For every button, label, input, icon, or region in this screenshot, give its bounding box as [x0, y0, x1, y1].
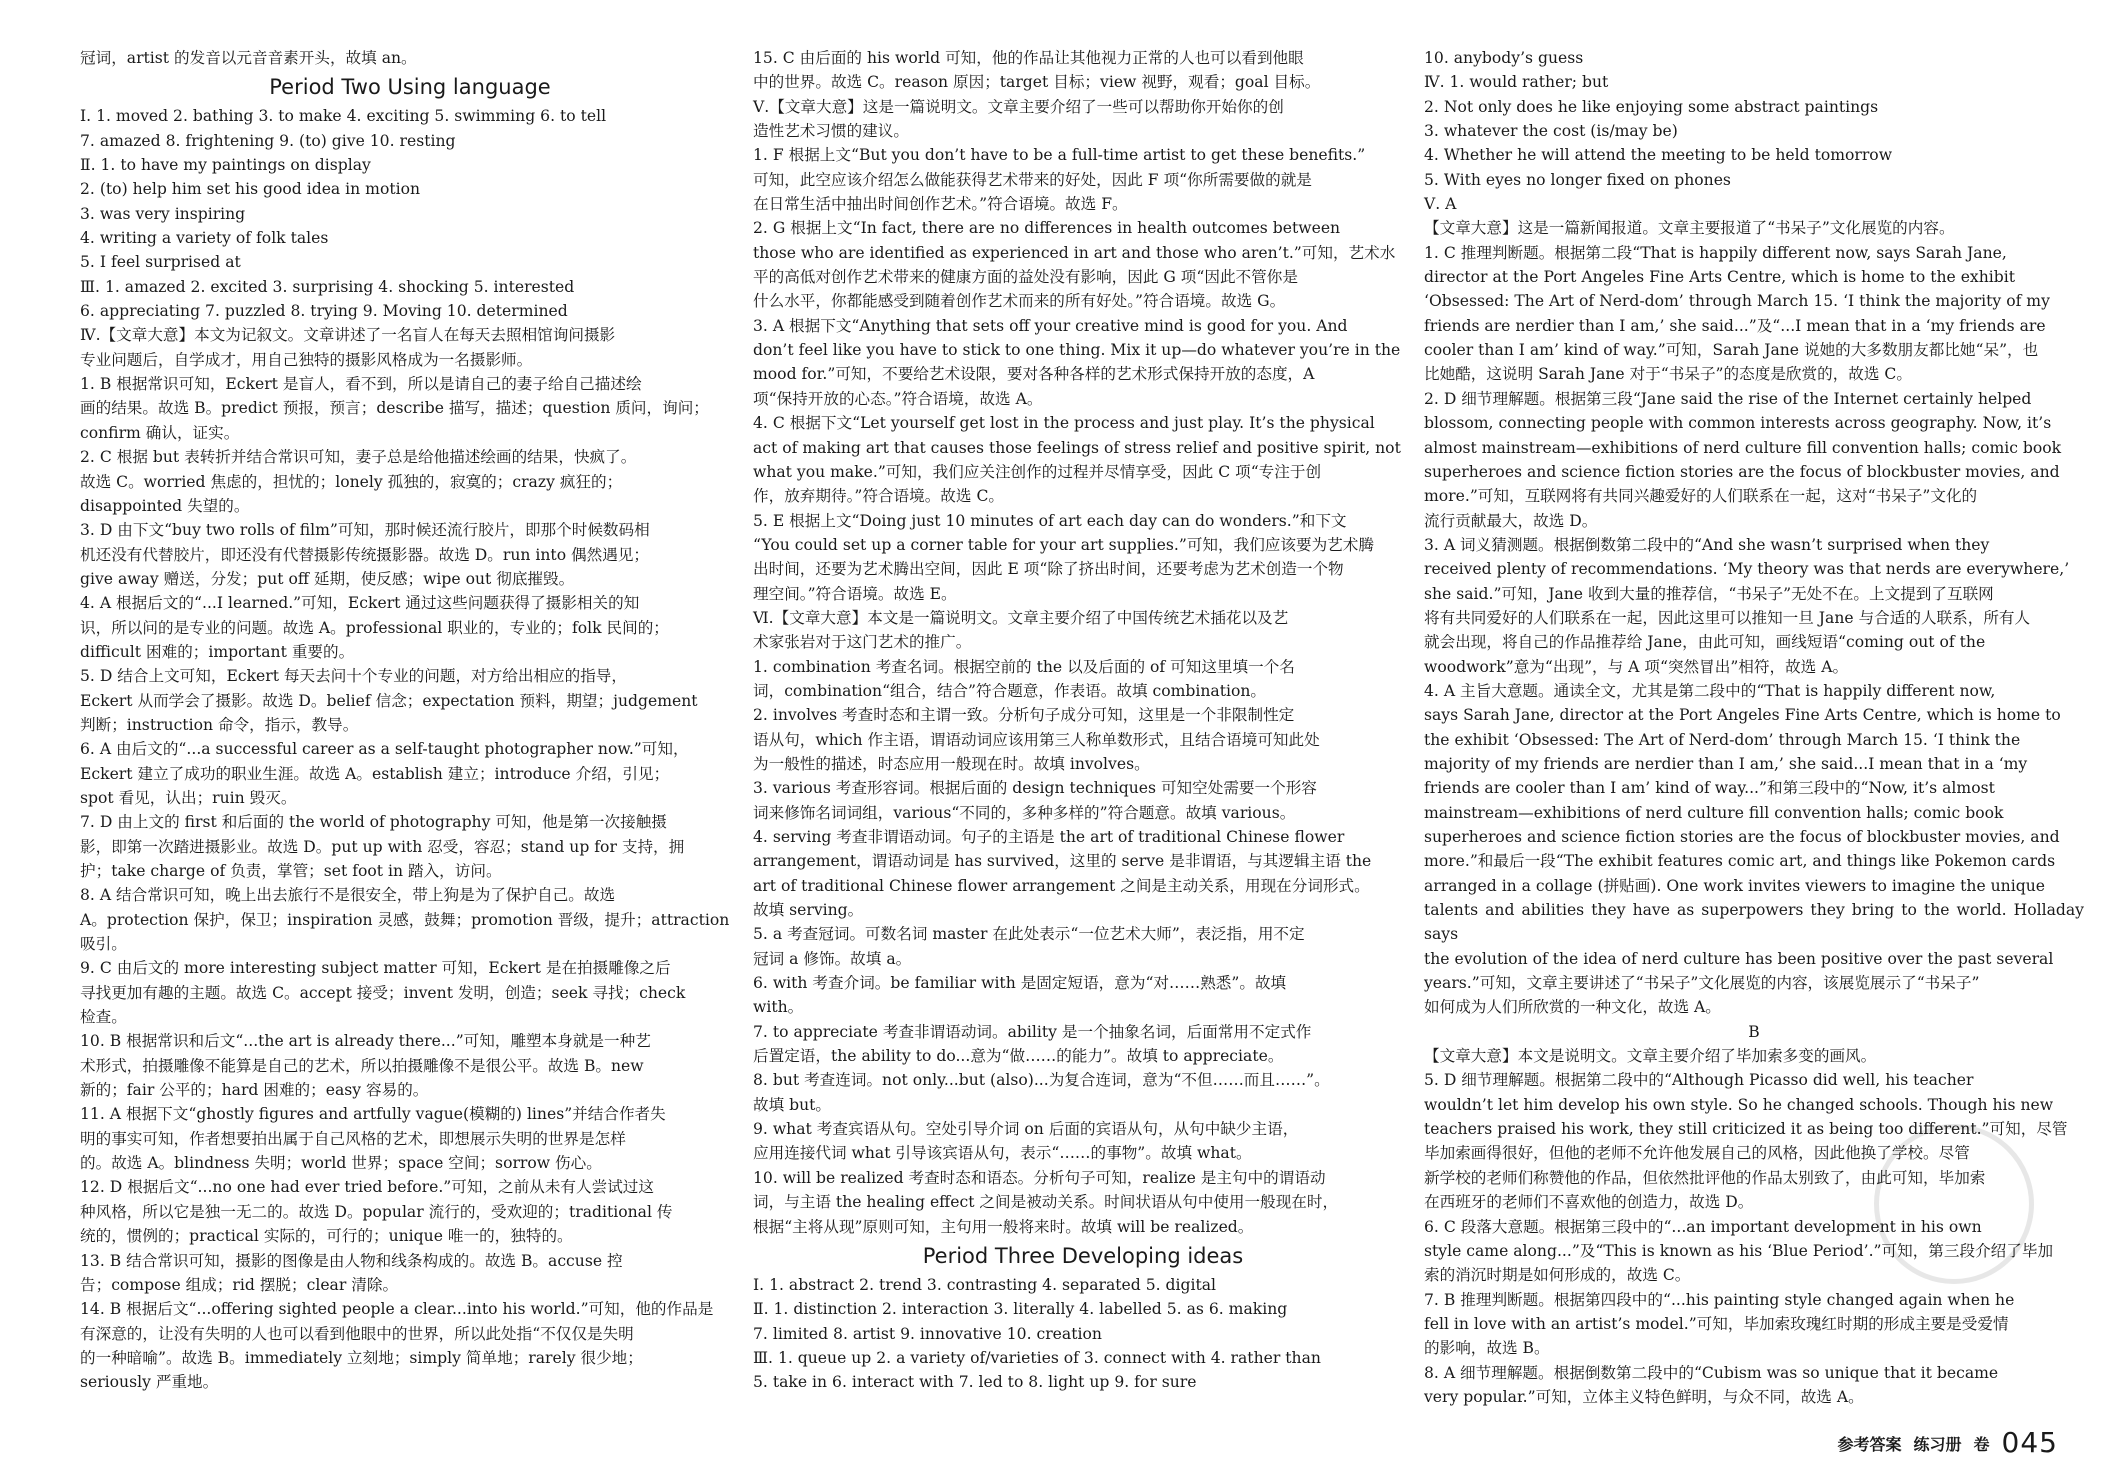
- text-line: 判断；instruction 命令，指示，教导。: [80, 715, 359, 734]
- text-line: 7. to appreciate 考查非谓语动词。ability 是一个抽象名词，后面常用不定式作: [753, 1022, 1312, 1041]
- text-line: years.”可知，文章主要讲述了“书呆子”文化展览的内容，该展览展示了“书呆子”: [1424, 974, 1980, 993]
- text-line: 影，即第一次踏进摄影业。故选 D。put up with 忍受，容忍；stand up for 支持，拥: [80, 837, 685, 856]
- text-line: 造性艺术习惯的建议。: [753, 122, 909, 141]
- section-heading: Period Two Using language: [269, 75, 551, 100]
- text-line: 13. B 结合常识可知，摄影的图像是由人物和线条构成的。故选 B。accuse 控: [80, 1251, 623, 1270]
- text-line: says Sarah Jane, director at the Port Angeles Fine Arts Centre, which is home to: [1424, 706, 2061, 725]
- text-line: 护；take charge of 负责，掌管；set foot in 踏入，访问。: [80, 862, 502, 880]
- text-line: 为一般性的描述，时态应用一般现在时。故填 involves。: [753, 754, 1150, 773]
- column-left: [80, 46, 740, 1395]
- text-line: 【文章大意】本文是说明文。文章主要介绍了毕加索多变的画风。: [1424, 1047, 1877, 1066]
- text-line: 6. A 由后文的“...a successful career as a self-taught photographer now.”可知，: [80, 740, 689, 759]
- text-line: cooler than I am’ kind of way.”可知，Sarah Jane 说她的大多数朋友都比她“呆”，也: [1424, 341, 2039, 360]
- text-line: 术家张岩对于这门艺术的推广。: [753, 633, 972, 652]
- text-line: confirm 确认，证实。: [80, 423, 240, 442]
- text-line: 故填 but。: [753, 1095, 832, 1114]
- text-line: Ⅰ. 1. moved 2. bathing 3. to make 4. exciting 5. swimming 6. to tell: [80, 107, 607, 126]
- text-line: 2. D 细节理解题。根据第三段“Jane said the rise of the Internet certainly helped: [1424, 389, 2032, 408]
- text-line: 7. limited 8. artist 9. innovative 10. creation: [753, 1324, 1102, 1343]
- text-line: Ⅲ. 1. queue up 2. a variety of/varieties of 3. connect with 4. rather than: [753, 1348, 1321, 1367]
- text-line: 4. writing a variety of folk tales: [80, 229, 329, 248]
- text-line: 9. C 由后文的 more interesting subject matter 可知，Eckert 是在拍摄雕像之后: [80, 959, 671, 978]
- text-line: 应用连接代词 what 引导该宾语从句，表示“……的事物”。故填 what。: [753, 1144, 1252, 1163]
- text-line: Ⅴ. A: [1424, 195, 1457, 214]
- text-line: Ⅱ. 1. distinction 2. interaction 3. literally 4. labelled 5. as 6. making: [753, 1300, 1288, 1319]
- text-line: mainstream—exhibitions of nerd culture fill convention halls; comic book: [1424, 803, 2004, 822]
- text-line: Ⅳ. 1. would rather; but: [1424, 73, 1609, 92]
- text-line: 4. A 根据后文的“...I learned.”可知，Eckert 通过这些问题获得了摄影相关的知: [80, 594, 640, 613]
- text-line: almost mainstream—exhibitions of nerd culture fill convention halls; comic book: [1424, 438, 2062, 457]
- text-line: 【文章大意】这是一篇新闻报道。文章主要报道了“书呆子”文化展览的内容。: [1424, 219, 1955, 238]
- text-line: give away 赠送，分发；put off 延期，使反感；wipe out 彻底摧毁。: [80, 569, 575, 588]
- text-line: ‘Obsessed: The Art of Nerd-dom’ through March 15. ‘I think the majority of my: [1424, 292, 2050, 311]
- text-line: Ⅱ. 1. to have my paintings on display: [80, 156, 371, 175]
- text-line: 种风格，所以它是独一无二的。故选 D。popular 流行的，受欢迎的；traditional 传: [80, 1202, 673, 1221]
- text-line: 有深意的，让没有失明的人也可以看到他眼中的世界，所以此处指“不仅仅是失明: [80, 1324, 634, 1343]
- text-line: seriously 严重地。: [80, 1373, 219, 1392]
- footer-workbook-label: 练习册: [1913, 1435, 1962, 1454]
- text-line: spot 看见，认出；ruin 毁灭。: [80, 788, 297, 807]
- text-line: 12. D 根据后文“...no one had ever tried before.”可知，之前从未有人尝试过这: [80, 1178, 654, 1197]
- text-line: 新的；fair 公平的；hard 困难的；easy 容易的。: [80, 1081, 429, 1100]
- text-line: 15. C 由后面的 his world 可知，他的作品让其他视力正常的人也可以看到他眼: [753, 49, 1304, 67]
- text-line: arranged in a collage (拼贴画). One work invites viewers to imagine the unique: [1424, 876, 2045, 895]
- text-line: 词来修饰名词词组，various“不同的，多种多样的”符合题意。故填 various。: [753, 803, 1296, 822]
- text-line: 画的结果。故选 B。predict 预报，预言；describe 描写，描述；question 质问，询问；: [80, 399, 709, 418]
- text-line: act of making art that causes those feelings of stress relief and positive spirit, not: [753, 438, 1401, 457]
- text-line: Eckert 从而学会了摄影。故选 D。belief 信念；expectation 预料，期望；judgement: [80, 691, 698, 710]
- text-line: 8. A 结合常识可知，晚上出去旅行不是很安全，带上狗是为了保护自己。故选: [80, 886, 616, 905]
- footer-volume-label: 卷: [1973, 1435, 1990, 1454]
- text-line: 在日常生活中抽出时间创作艺术。”符合语境。故选 F。: [753, 195, 1128, 214]
- text-line: disappointed 失望的。: [80, 496, 250, 515]
- text-line: with。: [753, 998, 804, 1017]
- text-line: 冠词，artist 的发音以元音音素开头，故填 an。: [80, 49, 417, 67]
- text-line: 1. combination 考查名词。根据空前的 the 以及后面的 of 可知这里填一个名: [753, 657, 1295, 676]
- text-line: the exhibit ‘Obsessed: The Art of Nerd-dom’ through March 15. ‘I think the: [1424, 730, 2021, 749]
- column-right: [1424, 46, 2084, 1409]
- text-line: 2. C 根据 but 表转折并结合常识可知，妻子总是给他描述绘画的结果，快疯了。: [80, 448, 637, 467]
- text-line: don’t feel like you have to stick to one thing. Mix it up—do whatever you’re in the: [753, 341, 1401, 360]
- text-line: 中的世界。故选 C。reason 原因；target 目标；view 视野，观看；goal 目标。: [753, 73, 1321, 92]
- text-line: 3. whatever the cost (is/may be): [1424, 122, 1678, 141]
- text-line: 出时间，还要为艺术腾出空间，因此 E 项“除了挤出时间，还要考虑为艺术创造一个物: [753, 560, 1344, 579]
- text-line: 在西班牙的老师们不喜欢他的创造力，故选 D。: [1424, 1193, 1754, 1212]
- text-line: “You could set up a corner table for your art supplies.”可知，我们应该要为艺术腾: [753, 535, 1374, 554]
- text-line: those who are identified as experienced in art and those who aren’t.”可知，艺术水: [753, 243, 1396, 262]
- text-line: 告；compose 组成；rid 摆脱；clear 清除。: [80, 1275, 399, 1294]
- text-line: 如何成为人们所欣赏的一种文化，故选 A。: [1424, 998, 1721, 1017]
- text-line: fell in love with an artist’s model.”可知，毕加索玫瑰红时期的形成主要是受爱情: [1424, 1314, 2009, 1333]
- section-heading: Period Three Developing ideas: [922, 1243, 1244, 1268]
- text-line: 10. B 根据常识和后文“...the art is already there...”可知，雕塑本身就是一种艺: [80, 1032, 651, 1051]
- text-line: 1. F 根据上文“But you don’t have to be a full-time artist to get these benefits.”: [753, 146, 1366, 165]
- text-line: director at the Port Angeles Fine Arts Centre, which is home to the exhibit: [1424, 268, 2015, 287]
- text-line: style came along...”及“This is known as his ‘Blue Period’.”可知，第三段介绍了毕加: [1424, 1241, 2054, 1260]
- text-line: 流行贡献最大，故选 D。: [1424, 511, 1598, 530]
- text-line: 1. C 推理判断题。根据第二段“That is happily different now, says Sarah Jane,: [1424, 243, 2007, 262]
- text-line: talents and abilities they have as superpowers they bring to the world. Holladay says: [1424, 901, 2084, 944]
- text-line: Ⅰ. 1. abstract 2. trend 3. contrasting 4. separated 5. digital: [753, 1275, 1217, 1294]
- text-line: 5. E 根据上文“Doing just 10 minutes of art each day can do wonders.”和下文: [753, 511, 1347, 530]
- text-line: 6. appreciating 7. puzzled 8. trying 9. Moving 10. determined: [80, 302, 568, 321]
- text-line: 5. D 细节理解题。根据第二段中的“Although Picasso did well, his teacher: [1424, 1071, 1974, 1090]
- text-line: 统的，惯例的；practical 实际的，可行的；unique 唯一的，独特的。: [80, 1227, 573, 1246]
- text-line: Eckert 建立了成功的职业生涯。故选 A。establish 建立；introduce 介绍，引见；: [80, 764, 670, 783]
- text-line: 5. With eyes no longer fixed on phones: [1424, 170, 1731, 189]
- text-line: 专业问题后，自学成才，用自己独特的摄影风格成为一名摄影师。: [80, 350, 533, 369]
- text-line: 2. (to) help him set his good idea in motion: [80, 180, 421, 199]
- text-line: 1. B 根据常识可知，Eckert 是盲人，看不到，所以是请自己的妻子给自己描述绘: [80, 375, 642, 394]
- text-line: 故填 serving。: [753, 901, 864, 920]
- text-line: 故选 C。worried 焦虑的，担忧的；lonely 孤独的，寂寞的；crazy 疯狂的；: [80, 472, 623, 491]
- text-line: Ⅲ. 1. amazed 2. excited 3. surprising 4. shocking 5. interested: [80, 277, 575, 296]
- text-line: teachers praised his work, they still criticized it as being too different.”可知，尽管: [1424, 1120, 2068, 1139]
- text-line: mood for.”可知，不要给艺术设限，要对各种各样的艺术形式保持开放的态度，A: [753, 365, 1315, 384]
- text-line: friends are cooler than I am’ kind of way...”和第三段中的“Now, it’s almost: [1424, 779, 1995, 798]
- text-line: 8. but 考查连词。not only...but (also)...为复合连词，意为“不但……而且……”。: [753, 1071, 1330, 1090]
- text-line: 3. was very inspiring: [80, 204, 246, 223]
- text-line: 理空间。”符合语境。故选 E。: [753, 584, 957, 603]
- text-line: 3. A 词义猜测题。根据倒数第二段中的“And she wasn’t surprised when they: [1424, 535, 1990, 554]
- page-number: 045: [2001, 1426, 2058, 1459]
- text-line: 6. with 考查介词。be familiar with 是固定短语，意为“对……熟悉”。故填: [753, 974, 1287, 993]
- text-line: 将有共同爱好的人们联系在一起，因此这里可以推知一旦 Jane 与合适的人联系，所有人: [1424, 608, 2031, 627]
- text-line: 4. serving 考查非谓语动词。句子的主语是 the art of traditional Chinese flower: [753, 828, 1345, 846]
- text-line: 的影响，故选 B。: [1424, 1339, 1550, 1358]
- text-line: 词，与主语 the healing effect 之间是被动关系。时间状语从句中使用一般现在时，: [753, 1193, 1339, 1212]
- text-line: very popular.”可知，立体主义特色鲜明，与众不同，故选 A。: [1424, 1387, 1864, 1406]
- text-line: 什么水平，你都能感受到随着创作艺术而来的所有好处。”符合语境。故选 G。: [753, 292, 1286, 311]
- text-line: 5. take in 6. interact with 7. led to 8. light up 9. for sure: [753, 1373, 1197, 1392]
- text-line: 根据“主将从现”原则可知，主句用一般将来时。故填 will be realized。: [753, 1217, 1254, 1236]
- text-line: 项“保持开放的心态。”符合语境，故选 A。: [753, 389, 1043, 408]
- text-line: 平的高低对创作艺术带来的健康方面的益处没有影响，因此 G 项“因此不管你是: [753, 268, 1298, 287]
- text-line: 后置定语，the ability to do...意为“做……的能力”。故填 to appreciate。: [753, 1047, 1284, 1066]
- text-line: 8. A 细节理解题。根据倒数第二段中的“Cubism was so unique that it became: [1424, 1363, 1999, 1382]
- text-line: 2. G 根据上文“In fact, there are no differences in health outcomes between: [753, 219, 1341, 238]
- text-line: 可知，此空应该介绍怎么做能获得艺术带来的好处，因此 F 项“你所需要做的就是: [753, 170, 1312, 189]
- text-line: B: [1748, 1022, 1760, 1041]
- text-line: 2. involves 考查时态和主谓一致。分析句子成分可知，这里是一个非限制性定: [753, 706, 1295, 725]
- text-line: 作，放弃期待。”符合语境。故选 C。: [753, 487, 1004, 506]
- text-line: 3. A 根据下文“Anything that sets off your creative mind is good for you. And: [753, 316, 1348, 335]
- text-line: what you make.”可知，我们应关注创作的过程并尽情享受，因此 C 项“专注于创: [753, 462, 1322, 481]
- text-line: 3. various 考查形容词。根据后面的 design techniques 可知空处需要一个形容: [753, 779, 1317, 798]
- text-line: superheroes and science fiction stories are the focus of blockbuster movies, and: [1424, 828, 2060, 846]
- footer-answer-label: 参考答案: [1837, 1435, 1902, 1454]
- text-line: 明的事实可知，作者想要拍出属于自己风格的艺术，即想展示失明的世界是怎样: [80, 1129, 626, 1148]
- text-line: more.”和最后一段“The exhibit features comic art, and things like Pokemon cards: [1424, 852, 2056, 871]
- text-line: 2. Not only does he like enjoying some abstract paintings: [1424, 97, 1879, 116]
- text-line: 4. C 根据下文“Let yourself get lost in the process and just play. It’s the physical: [753, 414, 1375, 433]
- text-line: superheroes and science fiction stories are the focus of blockbuster movies, and: [1424, 462, 2060, 481]
- text-line: 机还没有代替胶片，即还没有代替摄影传统摄影器。故选 D。run into 偶然遇见；: [80, 545, 650, 564]
- text-line: she said.”可知，Jane 收到大量的推荐信，“书呆子”无处不在。上文提到了互联网: [1424, 584, 1994, 603]
- text-line: 语从句，which 作主语，谓语动词应该用第三人称单数形式，且结合语境可知此处: [753, 730, 1320, 749]
- text-line: 10. will be realized 考查时态和语态。分析句子可知，realize 是主句中的谓语动: [753, 1168, 1326, 1187]
- text-line: art of traditional Chinese flower arrangement 之间是主动关系，用现在分词形式。: [753, 876, 1370, 895]
- text-line: 就会出现，将自己的作品推荐给 Jane，由此可知，画线短语“coming out of the: [1424, 633, 1986, 652]
- text-line: 4. Whether he will attend the meeting to be held tomorrow: [1424, 146, 1893, 165]
- text-line: arrangement，谓语动词是 has survived，这里的 serve 是非谓语，与其逻辑主语 the: [753, 852, 1372, 871]
- text-line: wouldn’t let him develop his own style. So he changed schools. Though his new: [1424, 1095, 2054, 1114]
- text-line: woodwork”意为“出现”，与 A 项“突然冒出”相符，故选 A。: [1424, 657, 1849, 676]
- text-line: received plenty of recommendations. ‘My theory was that nerds are everywhere,’: [1424, 560, 2070, 579]
- text-line: difficult 困难的；important 重要的。: [80, 642, 355, 661]
- text-line: 索的消沉时期是如何形成的，故选 C。: [1424, 1266, 1691, 1285]
- text-line: 5. a 考查冠词。可数名词 master 在此处表示“一位艺术大师”，表泛指，用不定: [753, 925, 1305, 944]
- text-line: 5. I feel surprised at: [80, 253, 241, 272]
- text-line: 4. A 主旨大意题。通读全文，尤其是第二段中的“That is happily different now,: [1424, 681, 1996, 700]
- text-line: 比她酷，这说明 Sarah Jane 对于“书呆子”的态度是欣赏的，故选 C。: [1424, 365, 1912, 384]
- text-line: 识，所以问的是专业的问题。故选 A。professional 职业的，专业的；folk 民间的；: [80, 618, 669, 637]
- text-line: Ⅳ.【文章大意】本文为记叙文。文章讲述了一名盲人在每天去照相馆询问摄影: [80, 326, 616, 345]
- text-line: 10. anybody’s guess: [1424, 49, 1584, 67]
- text-line: 检查。: [80, 1008, 127, 1027]
- column-middle: [753, 46, 1413, 1395]
- text-line: 术形式，拍摄雕像不能算是自己的艺术，所以拍摄雕像不是很公平。故选 B。new: [80, 1056, 644, 1075]
- text-line: 冠词 a 修饰。故填 a。: [753, 949, 912, 968]
- text-line: 5. D 结合上文可知，Eckert 每天去问十个专业的问题，对方给出相应的指导，: [80, 667, 627, 686]
- text-line: 6. C 段落大意题。根据第三段中的“...an important development in his own: [1424, 1217, 1982, 1236]
- text-line: 毕加索画得很好，但他的老师不允许他发展自己的风格，因此他换了学校。尽管: [1424, 1144, 1970, 1163]
- text-line: friends are nerdier than I am,’ she said...”及“...I mean that in a ‘my friends are: [1424, 316, 2046, 335]
- text-line: Ⅵ.【文章大意】本文是一篇说明文。文章主要介绍了中国传统艺术插花以及艺: [753, 608, 1289, 627]
- text-line: 新学校的老师们称赞他的作品，但依然批评他的作品太别致了，由此可知，毕加索: [1424, 1168, 1986, 1187]
- text-line: the evolution of the idea of nerd culture has been positive over the past several: [1424, 949, 2054, 968]
- text-line: Ⅴ.【文章大意】这是一篇说明文。文章主要介绍了一些可以帮助你开始你的创: [753, 97, 1284, 116]
- text-line: 7. D 由上文的 first 和后面的 the world of photography 可知，他是第一次接触摄: [80, 813, 667, 832]
- text-line: more.”可知，互联网将有共同兴趣爱好的人们联系在一起，这对“书呆子”文化的: [1424, 487, 1978, 506]
- text-line: 7. amazed 8. frightening 9. (to) give 10. resting: [80, 131, 456, 150]
- text-line: 11. A 根据下文“ghostly figures and artfully vague(模糊的) lines”并结合作者失: [80, 1105, 666, 1124]
- page-footer: [1838, 1426, 2059, 1459]
- text-line: 词，combination“组合，结合”符合题意，作表语。故填 combination。: [753, 681, 1266, 700]
- text-line: 吸引。: [80, 935, 127, 954]
- text-line: blossom, connecting people with common interests across geography. Now, it’s: [1424, 414, 2052, 433]
- text-line: 7. B 推理判断题。根据第四段中的“...his painting style changed again when he: [1424, 1290, 2015, 1309]
- text-line: 3. D 由下文“buy two rolls of film”可知，那时候还流行胶片，即那个时候数码相: [80, 521, 650, 540]
- text-line: majority of my friends are nerdier than I am,’ she said...I mean that in a ‘my: [1424, 754, 2028, 773]
- text-line: 的。故选 A。blindness 失明；world 世界；space 空间；sorrow 伤心。: [80, 1154, 602, 1173]
- text-line: 9. what 考查宾语从句。空处引导介词 on 后面的宾语从句，从句中缺少主语，: [753, 1120, 1299, 1139]
- text-line: 的一种暗喻”。故选 B。immediately 立刻地；simply 简单地；rarely 很少地；: [80, 1348, 643, 1367]
- text-line: 寻找更加有趣的主题。故选 C。accept 接受；invent 发明，创造；seek 寻找；check: [80, 983, 686, 1002]
- text-line: A。protection 保护，保卫；inspiration 灵感，鼓舞；promotion 晋级，提升；attraction: [80, 910, 730, 929]
- text-line: 14. B 根据后文“...offering sighted people a clear...into his world.”可知，他的作品是: [80, 1300, 714, 1319]
